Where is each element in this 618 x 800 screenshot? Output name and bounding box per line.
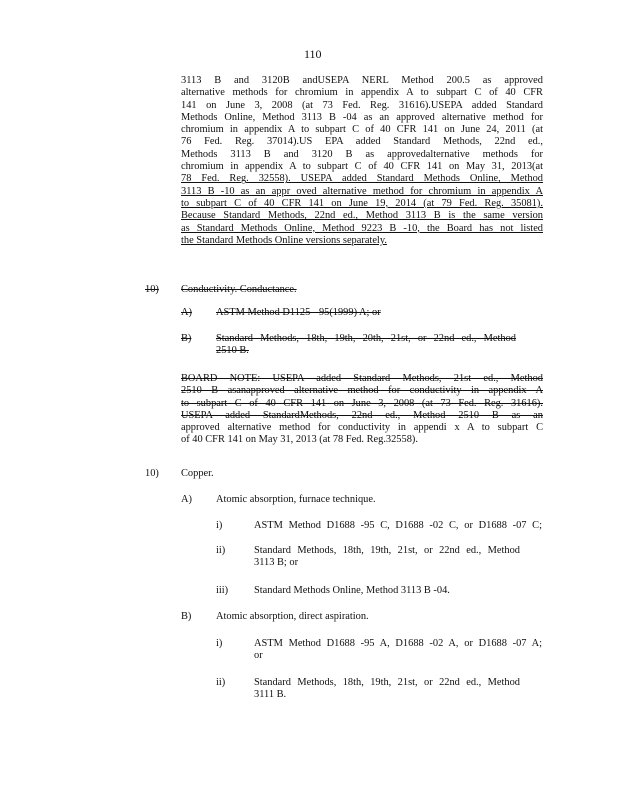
paragraph-line-inserted: the Standard Methods Online versions separately. [181, 234, 387, 246]
conductivity-item-b-label: B) [181, 333, 192, 344]
copper-number: 10) [145, 468, 159, 479]
item-line: 3113 B; or [254, 557, 299, 569]
item-line: Standard Methods, 18th, 19th, 20th, 21st, or 22nd ed., Method [216, 333, 516, 344]
conductivity-number: 10) [145, 284, 159, 295]
paragraph-line: alternative methods for chromium in appendix A to subpart C of 40 CFR [181, 87, 543, 99]
page-number: 110 [304, 47, 322, 61]
item-line: or [254, 650, 263, 662]
conductivity-board-note [181, 373, 543, 447]
copper-b-i-label: i) [216, 638, 223, 649]
note-line: of 40 CFR 141 on May 31, 2013 (at 78 Fed. Reg.32558). [181, 434, 418, 446]
paragraph-line: 3113 B and 3120B andUSEPA NERL Method 200.5 as approved [181, 75, 543, 86]
copper-b-text: Atomic absorption, direct aspiration. [216, 611, 369, 622]
conductivity-item-a-label: A) [181, 307, 192, 318]
conductivity-item-a-text: ASTM Method D1125 - 95(1999) A; or [216, 307, 381, 318]
paragraph-line: 76 Fed. Reg. 37014).US EPA added Standard Methods, 22nd ed., [181, 136, 543, 148]
item-line: ASTM Method D1688 -95 A, D1688 -02 A, or D1688 -07 A; [254, 638, 542, 649]
paragraph-line-inserted: Because Standard Methods, 22nd ed., Method 3113 B is the same version [181, 210, 543, 222]
item-line: Standard Methods, 18th, 19th, 21st, or 22nd ed., Method [254, 677, 520, 688]
copper-a-iii-text: Standard Methods Online, Method 3113 B -04. [254, 585, 450, 596]
paragraph-line-inserted: as Standard Methods Online, Method 9223 B -10, the Board has not listed [181, 222, 543, 234]
conductivity-item-b-text [216, 333, 516, 358]
paragraph-line-inserted: to subpart C of 40 CFR 141 on June 19, 2014 (at 79 Fed. Reg. 35081). [181, 197, 543, 209]
note-line: 2510 B asanapproved alternative method for conductivity in appendix A [181, 385, 543, 397]
paragraph-line: 141 on June 3, 2008 (at 73 Fed. Reg. 31616).USEPA added Standard [181, 99, 543, 111]
note-line: approved alternative method for conductivity in appendi x A to subpart C [181, 422, 543, 434]
conductivity-heading: Conductivity. Conductance. [181, 284, 297, 295]
note-line: USEPA added StandardMethods, 22nd ed., Method 2510 B as an [181, 409, 543, 421]
item-line: 2510 B. [216, 345, 249, 357]
paragraph-line: chromium in appendix A to subpart C of 40 CFR 141 on June 24, 2011 (at [181, 124, 543, 136]
note-line: to subpart C of 40 CFR 141 on June 3, 2008 (at 73 Fed. Reg. 31616). [181, 397, 543, 409]
copper-heading: Copper. [181, 468, 214, 479]
paragraph-line-inserted: 3113 B -10 as an appr oved alternative method for chromium in appendix A [181, 185, 543, 197]
copper-a-i-text [254, 520, 542, 532]
paragraph-line: Methods Online, Method 3113 B -04 as an approved alternative method for [181, 111, 543, 123]
paragraph-line-inserted: 78 Fed. Reg. 32558). USEPA added Standard Methods Online, Method [181, 173, 543, 185]
item-line: Standard Methods, 18th, 19th, 21st, or 22nd ed., Method [254, 545, 520, 556]
copper-a-ii-text [254, 545, 520, 570]
copper-b-ii-text [254, 677, 520, 702]
copper-b-label: B) [181, 611, 192, 622]
copper-a-iii-label: iii) [216, 585, 229, 596]
item-line: 3111 B. [254, 689, 287, 701]
item-line: ASTM Method D1688 -95 C, D1688 -02 C, or D1688 -07 C; [254, 520, 542, 531]
paragraph-line: chromium in appendix A to subpart C of 40 CFR 141 on May 31, 2013(at [181, 161, 543, 173]
copper-a-text: Atomic absorption, furnace technique. [216, 494, 376, 505]
copper-b-ii-label: ii) [216, 677, 226, 688]
copper-a-i-label: i) [216, 520, 223, 531]
copper-a-ii-label: ii) [216, 545, 226, 556]
note-line: BOARD NOTE: USEPA added Standard Methods, 21st ed., Method [181, 373, 543, 384]
chromium-note-paragraph [181, 75, 543, 247]
copper-b-i-text [254, 638, 542, 663]
copper-a-label: A) [181, 494, 192, 505]
paragraph-line: Methods 3113 B and 3120 B as approvedalternative methods for [181, 148, 543, 160]
